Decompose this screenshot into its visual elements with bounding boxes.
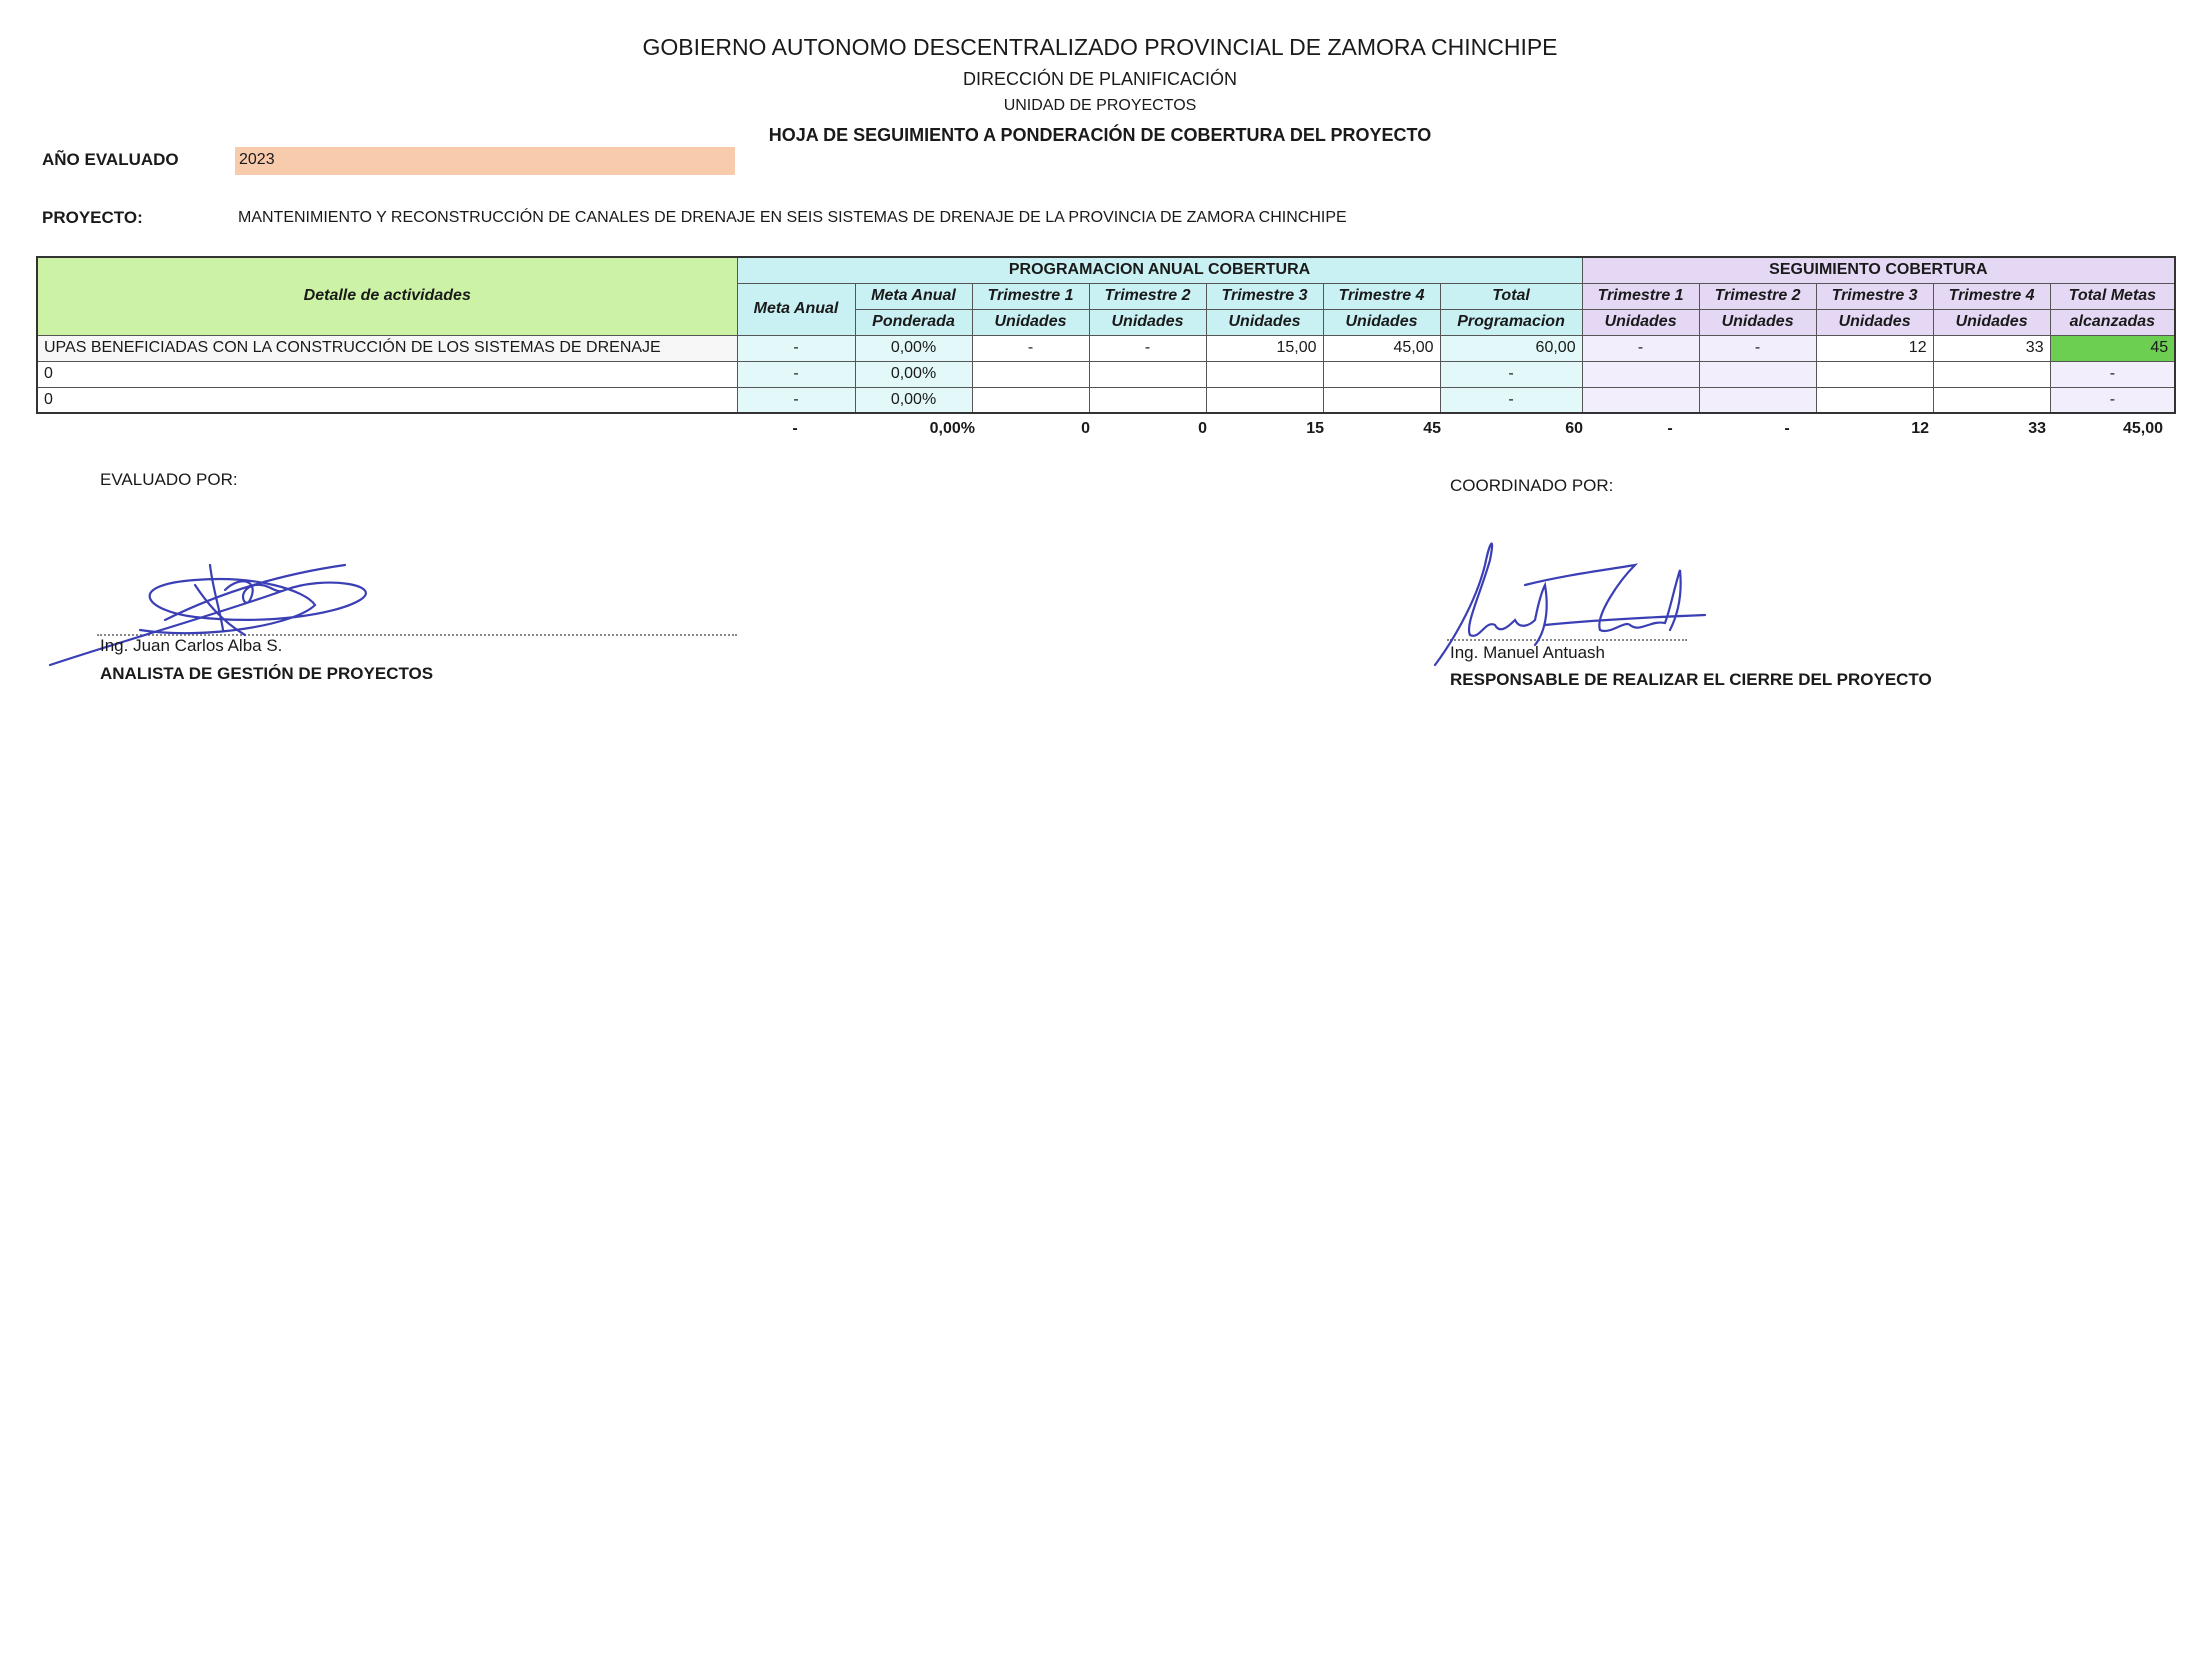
programacion-group-header: PROGRAMACION ANUAL COBERTURA [737,257,1582,283]
prog-q1-cell: - [972,335,1089,361]
seg-trimestre-3-header: Trimestre 3 [1816,283,1933,309]
coordinator-role: RESPONSABLE DE REALIZAR EL CIERRE DEL PROYECTO [1450,670,1932,689]
meta-ponderada-header: Meta Anual [855,283,972,309]
prog-q4-cell [1323,387,1440,413]
detail-header: Detalle de actividades [37,257,737,335]
total-metas-cell: - [2050,387,2175,413]
seg-q3-cell [1816,361,1933,387]
ponderada-cell: 0,00% [855,335,972,361]
total-ponderada: 0,00% [929,420,975,437]
total-programacion: 60 [1565,420,1583,437]
activity-detail: 0 [37,361,737,387]
meta-anual-cell: - [737,335,855,361]
seg-q1-cell [1582,361,1699,387]
prog-q3-cell: 15,00 [1206,335,1323,361]
total-prog-q2: 0 [1198,420,1207,437]
seg-q4-cell: 33 [1933,335,2050,361]
seg-q3-cell: 12 [1816,335,1933,361]
units-subheader: Unidades [972,309,1089,335]
meta-anual-cell: - [737,361,855,387]
total-prog-cell: - [1440,387,1582,413]
seg-trimestre-4-header: Trimestre 4 [1933,283,2050,309]
year-value: 2023 [235,147,735,175]
coverage-table [36,256,2176,414]
evaluated-by-label: EVALUADO POR: [100,470,238,489]
prog-q2-cell [1089,361,1206,387]
total-metas-cell: 45 [2050,335,2175,361]
total-seg-q3: 12 [1911,420,1929,437]
seg-q2-cell: - [1699,335,1816,361]
seg-q4-cell [1933,387,2050,413]
coordinator-name: Ing. Manuel Antuash [1450,643,1606,662]
prog-trimestre-1-header: Trimestre 1 [972,283,1089,309]
coordinated-by-label: COORDINADO POR: [1450,476,1614,495]
activity-detail: 0 [37,387,737,413]
units-subheader: Unidades [1089,309,1206,335]
prog-q1-cell [972,387,1089,413]
seg-q3-cell [1816,387,1933,413]
meta-ponderada-subheader: Ponderada [855,309,972,335]
prog-q4-cell: 45,00 [1323,335,1440,361]
project-label: PROYECTO: [42,208,143,227]
seg-q1-cell [1582,387,1699,413]
seguimiento-group-header: SEGUIMIENTO COBERTURA [1582,257,2175,283]
total-prog-q4: 45 [1423,420,1441,437]
seg-q4-cell [1933,361,2050,387]
total-seg-q2: - [1784,420,1790,437]
table-row [37,335,2175,361]
prog-trimestre-2-header: Trimestre 2 [1089,283,1206,309]
total-prog-q1: 0 [1081,420,1090,437]
prog-q2-cell [1089,387,1206,413]
prog-trimestre-3-header: Trimestre 3 [1206,283,1323,309]
prog-q2-cell: - [1089,335,1206,361]
meta-anual-cell: - [737,387,855,413]
sheet-title: HOJA DE SEGUIMIENTO A PONDERACIÓN DE COBERTURA DEL PROYECTO [768,125,1432,145]
evaluator-name: Ing. Juan Carlos Alba S. [100,636,283,655]
activity-detail: UPAS BENEFICIADAS CON LA CONSTRUCCIÓN DE LOS SISTEMAS DE DRENAJE [37,335,737,361]
seg-trimestre-1-header: Trimestre 1 [1582,283,1699,309]
total-seg-q4: 33 [2028,420,2046,437]
direction-title: DIRECCIÓN DE PLANIFICACIÓN [962,69,1238,89]
seg-q2-cell [1699,361,1816,387]
unit-title: UNIDAD DE PROYECTOS [1003,97,1197,114]
units-subheader: Unidades [1816,309,1933,335]
total-prog-q3: 15 [1306,420,1324,437]
meta-anual-header: Meta Anual [737,283,855,335]
year-label: AÑO EVALUADO [42,150,179,169]
total-seg-q1: - [1667,420,1673,437]
evaluator-role: ANALISTA DE GESTIÓN DE PROYECTOS [100,664,434,683]
total-meta-anual: - [792,420,798,437]
total-prog-cell: - [1440,361,1582,387]
table-row [37,387,2175,413]
total-programacion-subheader: Programacion [1440,309,1582,335]
units-subheader: Unidades [1582,309,1699,335]
total-metas-cell: - [2050,361,2175,387]
units-subheader: Unidades [1933,309,2050,335]
prog-trimestre-4-header: Trimestre 4 [1323,283,1440,309]
prog-q4-cell [1323,361,1440,387]
seg-q2-cell [1699,387,1816,413]
units-subheader: Unidades [1323,309,1440,335]
total-metas-header: Total Metas [2050,283,2175,309]
prog-q1-cell [972,361,1089,387]
ponderada-cell: 0,00% [855,387,972,413]
units-subheader: Unidades [1699,309,1816,335]
prog-q3-cell [1206,387,1323,413]
total-programacion-header: Total [1440,283,1582,309]
seg-q1-cell: - [1582,335,1699,361]
table-row [37,361,2175,387]
seg-trimestre-2-header: Trimestre 2 [1699,283,1816,309]
government-title: GOBIERNO AUTONOMO DESCENTRALIZADO PROVINCIAL DE ZAMORA CHINCHIPE [642,34,1558,60]
total-metas-subheader: alcanzadas [2050,309,2175,335]
project-name: MANTENIMIENTO Y RECONSTRUCCIÓN DE CANALES DE DRENAJE EN SEIS SISTEMAS DE DRENAJE DE LA PROVINCIA DE ZAMORA CHINCHIPE [238,209,1347,226]
prog-q3-cell [1206,361,1323,387]
units-subheader: Unidades [1206,309,1323,335]
group-header-row [37,257,2175,283]
total-prog-cell: 60,00 [1440,335,1582,361]
ponderada-cell: 0,00% [855,361,972,387]
total-metas-alcanzadas: 45,00 [2122,420,2163,437]
